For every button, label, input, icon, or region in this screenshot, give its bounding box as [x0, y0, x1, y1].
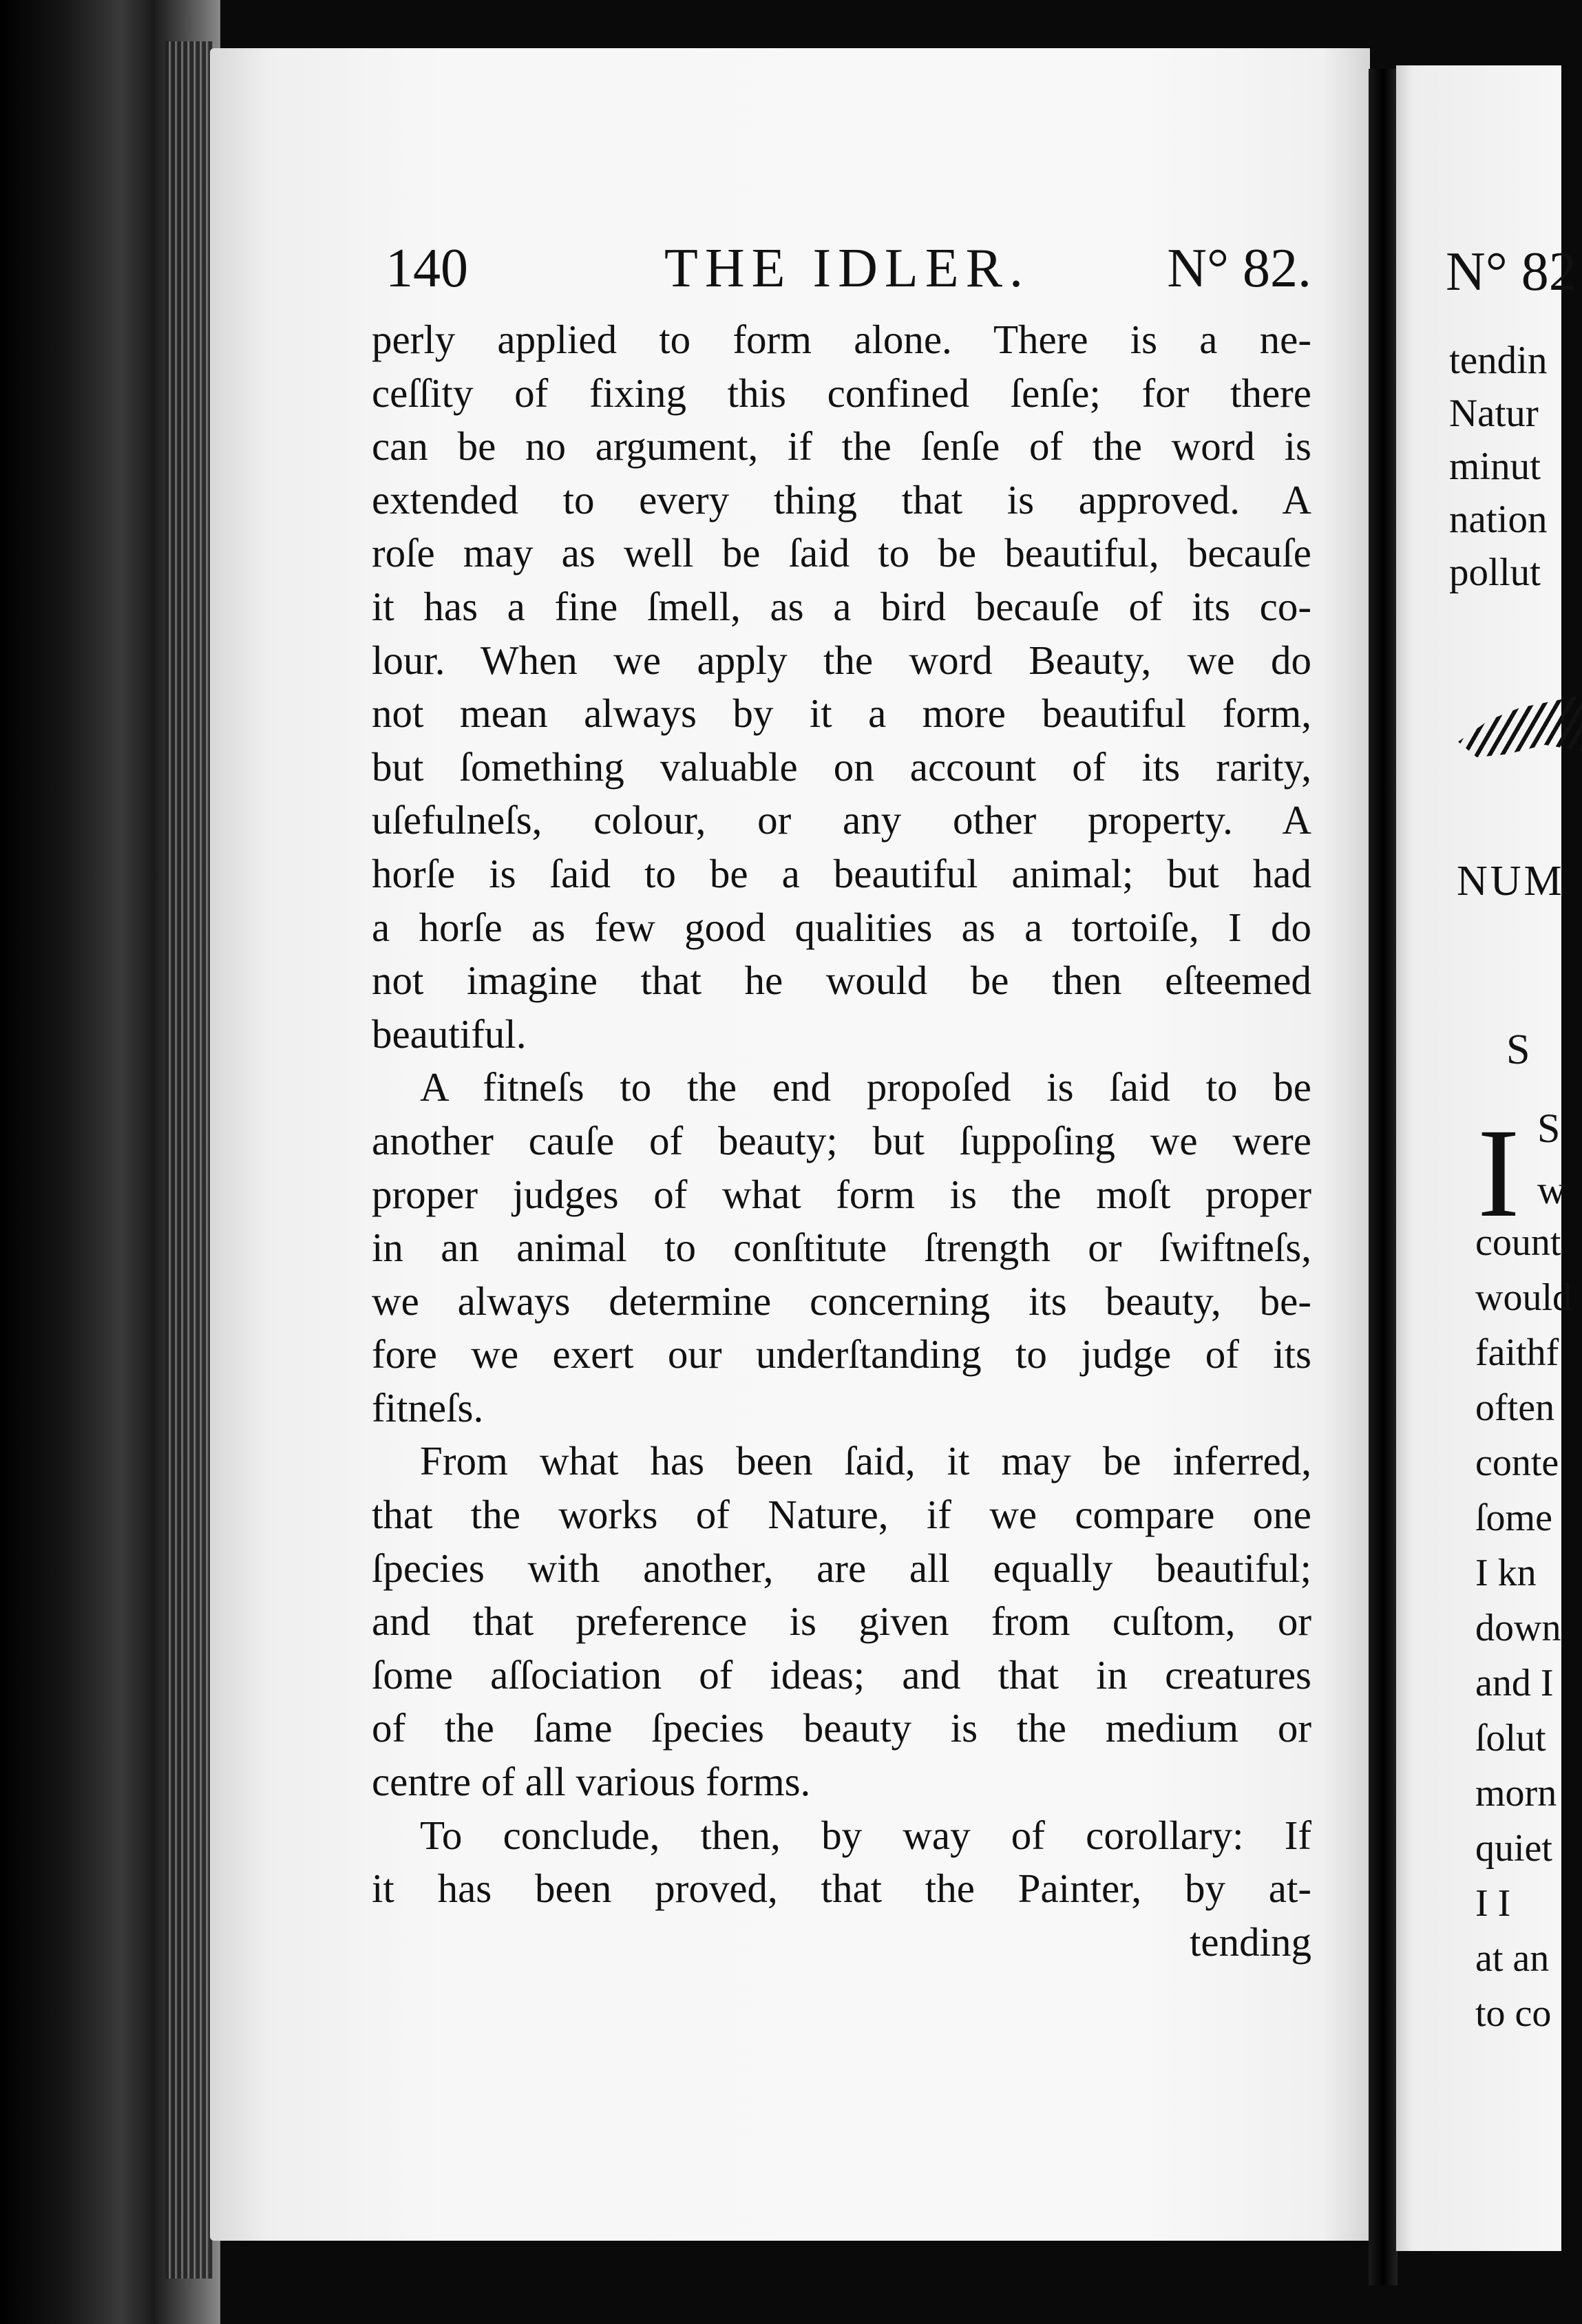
text-line: beautiful.	[372, 1011, 527, 1057]
text-line: at an	[1475, 1937, 1550, 1980]
paragraph-start: A fitneſs to the end propoſed is ſaid to be	[420, 1064, 1311, 1110]
text-line: pollut	[1449, 551, 1541, 594]
ornament	[1458, 695, 1582, 757]
number-heading: NUM	[1457, 858, 1565, 905]
running-head	[386, 237, 1311, 313]
page-edges	[165, 41, 213, 2279]
text-line: conte	[1475, 1441, 1559, 1484]
text-line: tendin	[1449, 339, 1548, 382]
text-line: would	[1475, 1276, 1572, 1319]
text-line: horſe is ſaid to be a beautiful animal; but had	[372, 850, 1311, 896]
text-line: faithf	[1475, 1331, 1559, 1374]
drop-cap-line: S	[1537, 1106, 1561, 1151]
right-running-head: N° 82	[1446, 242, 1576, 302]
text-line: ſome	[1475, 1497, 1552, 1539]
text-line: morn	[1475, 1772, 1557, 1815]
paragraph-start: From what has been ſaid, it may be inferred,	[420, 1438, 1311, 1484]
text-line: quiet	[1475, 1827, 1552, 1870]
text-line: I kn	[1475, 1552, 1537, 1594]
text-line: perly applied to form alone. There is a ne-	[372, 317, 1311, 362]
text-line: uſefulneſs, colour, or any other property. A	[372, 797, 1311, 843]
drop-cap: I	[1477, 1103, 1520, 1244]
text-line: of the ſame ſpecies beauty is the medium or	[372, 1705, 1311, 1751]
text-line: a horſe as few good qualities as a tortoiſe, I do	[372, 904, 1311, 950]
text-line: ceſſity of fixing this confined ſenſe; for there	[372, 370, 1311, 416]
text-line: down	[1475, 1607, 1561, 1649]
text-line: often	[1475, 1386, 1555, 1429]
paragraph-start: To conclude, then, by way of corollary: If	[420, 1812, 1311, 1858]
text-line: and that preference is given from cuſtom, or	[372, 1598, 1311, 1645]
drop-cap-line: w	[1537, 1168, 1566, 1212]
body-text	[372, 313, 1311, 1969]
text-line: in an animal to conſtitute ſtrength or ſwiftneſs,	[372, 1225, 1311, 1271]
text-line: minut	[1449, 445, 1541, 488]
gutter	[1369, 69, 1398, 2285]
text-line: fitneſs.	[372, 1384, 484, 1430]
catchword: tending	[1190, 1919, 1311, 1965]
page-number: 140	[386, 238, 468, 299]
text-line: proper judges of what form is the moſt proper	[372, 1171, 1311, 1217]
text-line: extended to every thing that is approved. A	[372, 476, 1311, 522]
text-line: lour. When we apply the word Beauty, we do	[372, 637, 1311, 683]
text-line: fore we exert our underſtanding to judge of its	[372, 1331, 1311, 1377]
text-line: not imagine that he would be then eſteemed	[372, 958, 1311, 1004]
text-line: can be no argument, if the ſenſe of the word is	[372, 423, 1311, 469]
text-line: it has a fine ſmell, as a bird becauſe of its co-	[372, 583, 1311, 629]
text-line: to co	[1475, 1992, 1552, 2035]
text-line: centre of all various forms.	[372, 1759, 811, 1805]
right-page	[1396, 65, 1576, 2251]
text-line: ſpecies with another, are all equally beautiful;	[372, 1545, 1311, 1591]
text-line: I I	[1475, 1882, 1511, 1925]
text-line: not mean always by it a more beautiful form,	[372, 690, 1311, 737]
text-line: nation	[1449, 498, 1548, 541]
right-body-text	[1475, 1215, 1572, 2041]
section-initial: S	[1506, 1026, 1530, 1073]
running-title: THE IDLER.	[664, 238, 1031, 299]
text-line: that the works of Nature, if we compare one	[372, 1492, 1311, 1538]
text-line: Natur	[1449, 392, 1539, 435]
text-line: but ſomething valuable on account of its rarity,	[372, 743, 1311, 790]
text-line: another cauſe of beauty; but ſuppoſing we were	[372, 1117, 1311, 1163]
text-line: ſolut	[1475, 1717, 1546, 1760]
text-line: we always determine concerning its beauty, be-	[372, 1278, 1311, 1324]
text-line: ſome aſſociation of ideas; and that in creatures	[372, 1651, 1311, 1698]
right-top-text	[1449, 334, 1547, 599]
text-line: count	[1475, 1221, 1561, 1264]
text-line: and I	[1475, 1662, 1554, 1704]
issue-number: N° 82.	[1167, 238, 1311, 299]
text-line: roſe may as well be ſaid to be beautiful, becauſe	[372, 530, 1311, 576]
text-line: it has been proved, that the Painter, by at-	[372, 1866, 1311, 1912]
